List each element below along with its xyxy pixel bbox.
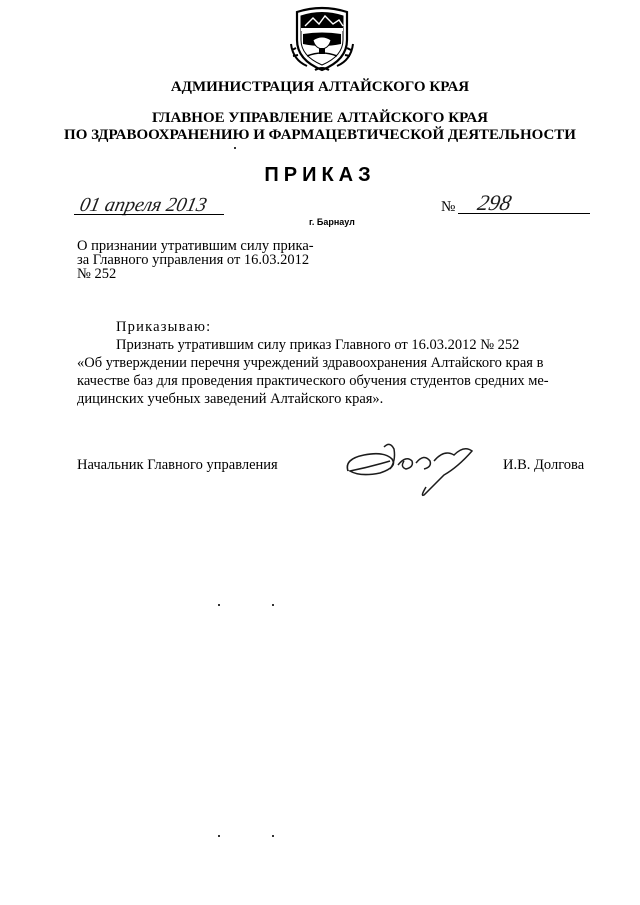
signatory-name: И.В. Долгова xyxy=(503,457,585,473)
body-line-2: «Об утверждении перечня учреждений здравоохранения Алтайского края в xyxy=(77,355,544,371)
scan-speck xyxy=(272,835,274,837)
body-line-3: качестве баз для проведения практического обучения студентов средних ме- xyxy=(77,373,549,389)
city-label: г. Барнаул xyxy=(309,217,355,227)
subject-line-1: О признании утратившим силу прика- xyxy=(77,238,314,254)
scan-speck xyxy=(218,604,220,606)
handwritten-date: 01 апреля 2013 xyxy=(77,194,209,216)
coat-of-arms-emblem xyxy=(289,4,355,72)
body-line-4: дицинских учебных заведений Алтайского края». xyxy=(77,391,384,407)
department-line-1: ГЛАВНОЕ УПРАВЛЕНИЕ АЛТАЙСКОГО КРАЯ xyxy=(152,110,488,126)
number-underline xyxy=(458,213,590,214)
body-line-1: Признать утратившим силу приказ Главного от 16.03.2012 № 252 xyxy=(116,337,520,353)
org-name: АДМИНИСТРАЦИЯ АЛТАЙСКОГО КРАЯ xyxy=(170,79,470,95)
handwritten-number: 298 xyxy=(475,190,514,215)
scan-speck xyxy=(234,147,236,149)
department-line-2: ПО ЗДРАВООХРАНЕНИЮ И ФАРМАЦЕВТИЧЕСКОЙ ДЕЯТЕЛЬНОСТИ xyxy=(64,127,576,143)
order-word: Приказываю: xyxy=(116,319,212,335)
scan-speck xyxy=(218,835,220,837)
scan-speck xyxy=(272,604,274,606)
subject-line-2: за Главного управления от 16.03.2012 xyxy=(77,252,310,268)
number-label: № xyxy=(441,199,456,215)
handwritten-signature xyxy=(340,437,480,499)
date-underline xyxy=(74,214,224,215)
signatory-title: Начальник Главного управления xyxy=(77,457,278,473)
document-type-title: ПРИКАЗ xyxy=(264,164,376,186)
subject-line-3: № 252 xyxy=(77,266,117,282)
